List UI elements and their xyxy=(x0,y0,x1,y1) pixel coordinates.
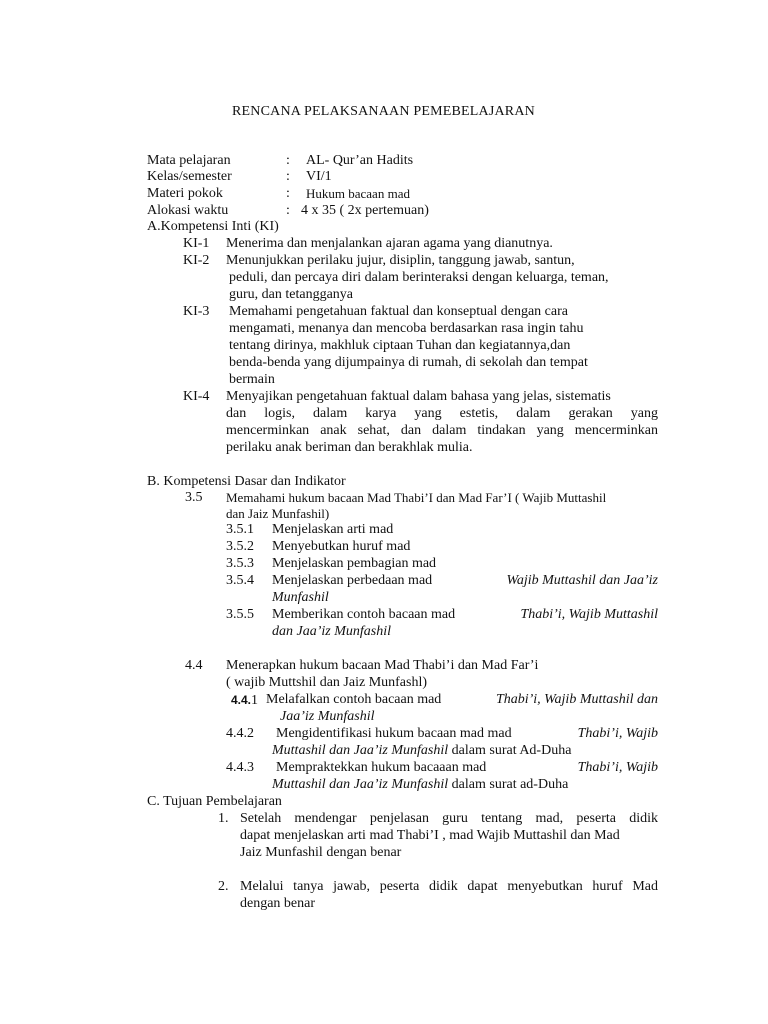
objective-number: 2. xyxy=(218,879,229,894)
indicator-number: 3.5.4 xyxy=(226,573,254,588)
kd-number: 3.5 xyxy=(185,490,203,505)
indicator-italic-text: Muttashil dan Jaa’iz Munfashil xyxy=(272,743,449,758)
ki-text: bermain xyxy=(229,372,275,387)
ki-text: guru, dan tetangganya xyxy=(229,287,354,302)
kd-text: dan Jaiz Munfashil) xyxy=(226,506,330,521)
indicator-text-cont: Jaa’iz Munfashil xyxy=(280,709,375,724)
identity-colon: : xyxy=(286,203,290,218)
ki-code: KI-2 xyxy=(183,253,210,268)
document-title: RENCANA PELAKSANAAN PEMEBELAJARAN xyxy=(232,104,535,119)
ki-text: Memahami pengetahuan faktual dan konseptual dengan cara xyxy=(229,304,568,319)
identity-label: Alokasi waktu xyxy=(147,203,229,218)
indicator-text: Memberikan contoh bacaan mad xyxy=(272,607,456,622)
indicator-number: 3.5.3 xyxy=(226,556,254,571)
indicator-row xyxy=(276,726,658,742)
kd-text: ( wajib Muttshil dan Jaiz Munfashl) xyxy=(226,675,428,690)
kd-text: Menerapkan hukum bacaan Mad Thabi’i dan Mad Far’i xyxy=(226,658,539,673)
indicator-text: Menjelaskan arti mad xyxy=(272,522,394,537)
indicator-number xyxy=(231,692,258,709)
objective-text: Setelah mendengar penjelasan guru tentang mad, peserta didik xyxy=(240,811,658,826)
indicator-italic-text: Thabi’i, Wajib Muttashil dan xyxy=(495,692,658,707)
indicator-row xyxy=(272,573,658,589)
indicator-text-cont: Munfashil xyxy=(272,590,329,605)
indicator-row xyxy=(276,760,658,776)
kd-number: 4.4 xyxy=(185,658,203,673)
identity-colon: : xyxy=(286,186,290,201)
objective-number: 1. xyxy=(218,811,229,826)
ki-text: mengamati, menanya dan mencoba berdasarkan rasa ingin tahu xyxy=(229,321,584,336)
identity-value: Hukum bacaan mad xyxy=(306,186,410,201)
ki-text: perilaku anak beriman dan berakhlak mulia. xyxy=(226,440,473,455)
indicator-number-rest: 1 xyxy=(251,693,259,708)
identity-label: Kelas/semester xyxy=(147,169,232,184)
indicator-italic-text: Thabi’i, Wajib Muttashil xyxy=(520,607,658,622)
indicator-text: Mempraktekkan hukum bacaaan mad xyxy=(276,760,487,775)
objective-text: Jaiz Munfashil dengan benar xyxy=(240,845,402,860)
indicator-text: Menjelaskan perbedaan mad xyxy=(272,573,433,588)
indicator-text: Menyebutkan huruf mad xyxy=(272,539,411,554)
identity-value: AL- Qur’an Hadits xyxy=(306,153,414,168)
indicator-italic-text: Thabi’i, Wajib xyxy=(577,760,658,775)
indicator-row xyxy=(272,607,658,623)
section-b-heading: B. Kompetensi Dasar dan Indikator xyxy=(147,474,346,489)
ki-code: KI-4 xyxy=(183,389,210,404)
indicator-italic-text: Thabi’i, Wajib xyxy=(577,726,658,741)
section-c-heading: C. Tujuan Pembelajaran xyxy=(147,794,282,809)
ki-text: tentang dirinya, makhluk ciptaan Tuhan dan kegiatannya,dan xyxy=(229,338,571,353)
indicator-text: Mengidentifikasi hukum bacaan mad mad xyxy=(276,726,512,741)
identity-colon: : xyxy=(286,153,290,168)
indicator-italic-text: Muttashil dan Jaa’iz Munfashil xyxy=(272,777,449,792)
indicator-number: 3.5.2 xyxy=(226,539,254,554)
objective-text: Melalui tanya jawab, peserta didik dapat menyebutkan huruf Mad xyxy=(240,879,658,894)
identity-label: Materi pokok xyxy=(147,186,223,201)
indicator-number: 4.4.3 xyxy=(226,760,254,775)
indicator-text: Melafalkan contoh bacaan mad xyxy=(266,692,442,707)
identity-value: VI/1 xyxy=(306,169,332,184)
ki-code: KI-1 xyxy=(183,236,210,251)
ki-text: Menyajikan pengetahuan faktual dalam bahasa yang jelas, sistematis xyxy=(226,389,611,404)
indicator-number: 3.5.5 xyxy=(226,607,254,622)
indicator-number: 3.5.1 xyxy=(226,522,254,537)
ki-code: KI-3 xyxy=(183,304,210,319)
objective-text: dapat menjelaskan arti mad Thabi’I , mad Wajib Muttashil dan Mad xyxy=(240,828,620,843)
indicator-number: 4.4.2 xyxy=(226,726,254,741)
indicator-italic-text: Wajib Muttashil dan Jaa’iz xyxy=(506,573,658,588)
indicator-text-cont xyxy=(272,777,568,793)
indicator-text-cont xyxy=(272,743,571,759)
indicator-text: Menjelaskan pembagian mad xyxy=(272,556,437,571)
indicator-row xyxy=(266,692,658,708)
indicator-text: dalam surat Ad-Duha xyxy=(448,743,572,758)
ki-text: Menerima dan menjalankan ajaran agama yang dianutnya. xyxy=(226,236,553,251)
ki-text: peduli, dan percaya diri dalam berinteraksi dengan keluarga, teman, xyxy=(229,270,609,285)
section-a-heading: A.Kompetensi Inti (KI) xyxy=(147,219,279,234)
ki-text: mencerminkan anak sehat, dan dalam tindakan yang mencerminkan xyxy=(226,423,658,438)
ki-text: benda-benda yang dijumpainya di rumah, di sekolah dan tempat xyxy=(229,355,588,370)
identity-colon: : xyxy=(286,169,290,184)
indicator-text-cont: dan Jaa’iz Munfashil xyxy=(272,624,391,639)
kd-text: Memahami hukum bacaan Mad Thabi’I dan Mad Far’I ( Wajib Muttashil xyxy=(226,490,607,505)
ki-text: Menunjukkan perilaku jujur, disiplin, tanggung jawab, santun, xyxy=(226,253,575,268)
identity-value: 4 x 35 ( 2x pertemuan) xyxy=(301,203,429,218)
ki-text: dan logis, dalam karya yang estetis, dalam gerakan yang xyxy=(226,406,658,421)
identity-label: Mata pelajaran xyxy=(147,153,231,168)
indicator-number-bold: 4.4. xyxy=(231,693,252,707)
objective-text: dengan benar xyxy=(240,896,316,911)
indicator-text: dalam surat ad-Duha xyxy=(448,777,569,792)
